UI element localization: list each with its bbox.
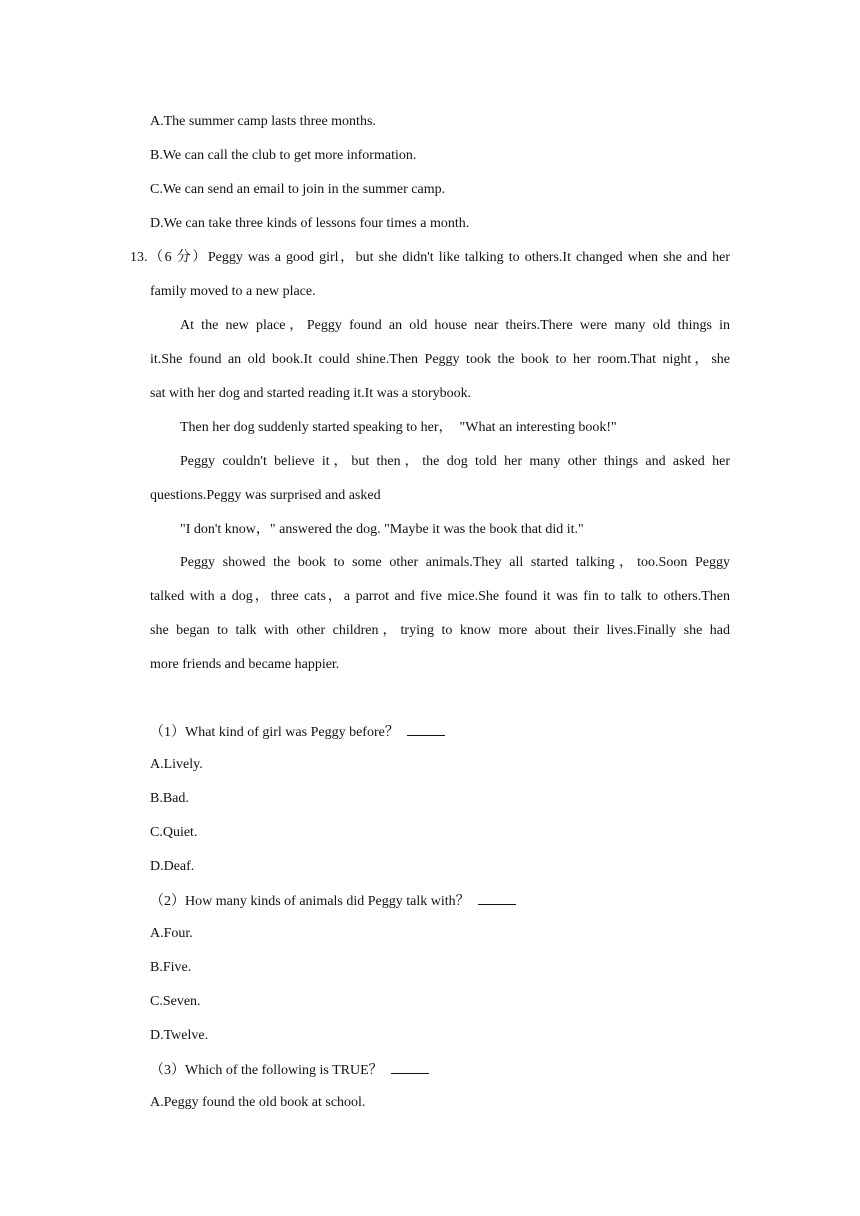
sub-question-2-option-d: D.Twelve.: [150, 1028, 209, 1043]
sub-question-2-option-b: B.Five.: [150, 960, 192, 975]
passage-line: Peggy was a good girl，but she didn't like talking to others.It changed when she and her: [207, 250, 731, 265]
passage-line: "I don't know，" answered the dog. "Maybe it was the book that did it.": [180, 522, 584, 537]
passage-line: it.She found an old book.It could shine.Then Peggy took the book to her room.That night，she: [150, 352, 730, 367]
passage-line: she began to talk with other children，trying to know more about their lives.Finally she had: [150, 623, 730, 638]
passage-line: Peggy couldn't believe it，but then，the dog told her many other things and asked her: [180, 454, 730, 469]
passage-line: Peggy showed the book to some other animals.They all started talking，too.Soon Peggy: [180, 555, 730, 570]
sub-question-1-option-c: C.Quiet.: [150, 825, 198, 840]
sub-question-3: [150, 1059, 429, 1079]
prev-option-d: D.We can take three kinds of lessons four times a month.: [150, 216, 470, 231]
passage-line: sat with her dog and started reading it.It was a storybook.: [150, 386, 472, 401]
passage-line: questions.Peggy was surprised and asked: [150, 488, 381, 503]
sub-question-1: [150, 721, 445, 741]
passage-line: At the new place，Peggy found an old house near theirs.There were many old things in: [180, 318, 730, 333]
passage-line: more friends and became happier.: [150, 657, 340, 672]
sub-question-1-option-d: D.Deaf.: [150, 859, 195, 874]
passage-line: Then her dog suddenly started speaking to her， "What an interesting book!": [180, 420, 617, 435]
sub-question-prompt: （3）Which of the following is TRUE？: [150, 1063, 383, 1078]
question-points: （6 分）: [147, 250, 208, 265]
passage-line: talked with a dog，three cats，a parrot and five mice.She found it was fin to talk to others.Then: [150, 589, 730, 604]
answer-blank: [478, 890, 516, 905]
sub-question-3-option-a: A.Peggy found the old book at school.: [150, 1095, 366, 1110]
sub-question-1-option-a: A.Lively.: [150, 757, 203, 772]
sub-question-2-option-a: A.Four.: [150, 926, 193, 941]
sub-question-2-option-c: C.Seven.: [150, 994, 201, 1009]
sub-question-2: [150, 890, 516, 910]
question-number: 13.: [130, 250, 148, 265]
answer-blank: [407, 721, 445, 736]
answer-blank: [391, 1059, 429, 1074]
prev-option-c: C.We can send an email to join in the summer camp.: [150, 182, 446, 197]
sub-question-1-option-b: B.Bad.: [150, 791, 189, 806]
sub-question-prompt: （1）What kind of girl was Peggy before？: [150, 725, 399, 740]
question-13-first-line: [130, 248, 730, 268]
prev-option-b: B.We can call the club to get more information.: [150, 148, 417, 163]
prev-option-a: A.The summer camp lasts three months.: [150, 114, 376, 129]
sub-question-prompt: （2）How many kinds of animals did Peggy talk with？: [150, 894, 470, 909]
passage-line: family moved to a new place.: [150, 284, 316, 299]
